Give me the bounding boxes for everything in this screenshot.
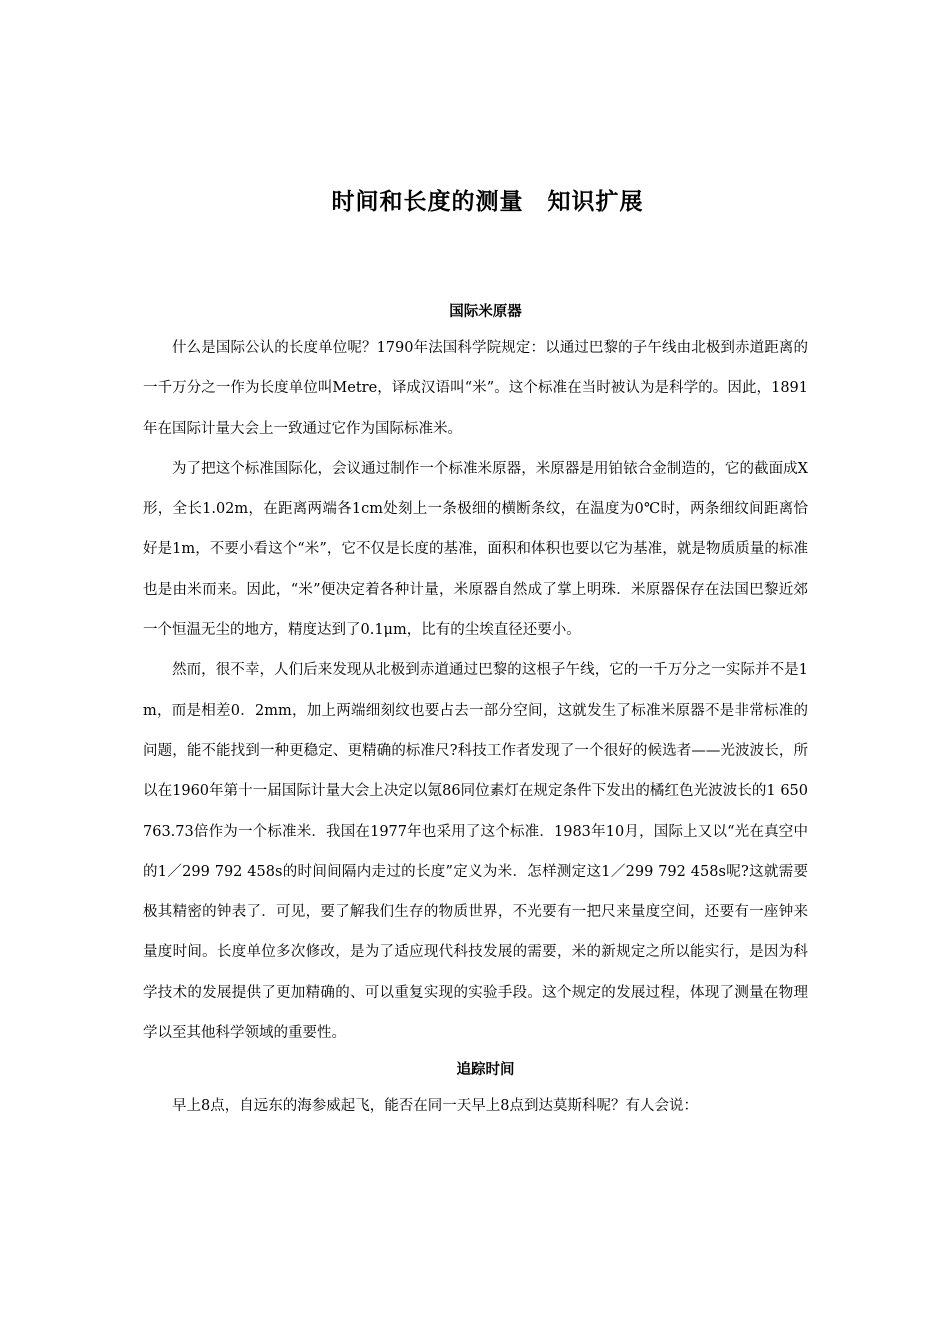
paragraph: 什么是国际公认的长度单位呢？1790年法国科学院规定：以通过巴黎的子午线由北极到赤道距离的一千万分之一作为长度单位叫Metre，译成汉语叫“米”。这个标准在当时被认为是科学的。因此，1891年在国际计量大会上一致通过它作为国际标准米。	[143, 340, 808, 437]
section-international-meter	[143, 296, 808, 1053]
paragraph: 然而，很不幸，人们后来发现从北极到赤道通过巴黎的这根子午线，它的一千万分之一实际并不是1m，而是相差0．2mm，加上两端细刻纹也要占去一部分空间，这就发生了标准米原器不是非常标准的问题，能不能找到一种更稳定、更精确的标准尺?科技工作者发现了一个很好的候选者——光波波长，所以在1960年第十一届国际计量大会上决定以氪86同位素灯在规定条件下发出的橘红色光波波长的1 650 763.73倍作为一个标准米．我国在1977年也采用了这个标准．1983年10月，国际上又以“光在真空中的1／299 792 458s的时间间隔内走过的长度”定义为米．怎样测定这1／299 792 458s呢?这就需要极其精密的钟表了．可见，要了解我们生存的物质世界，不光要有一把尺来量度空间，还要有一座钟来量度时间。长度单位多次修改，是为了适应现代科技发展的需要，米的新规定之所以能实行，是因为科学技术的发展提供了更加精确的、可以重复实现的实验手段。这个规定的发展过程，体现了测量在物理学以至其他科学领域的重要性。	[143, 662, 808, 1042]
paragraph: 早上8点，自远东的海参威起飞，能否在同一天早上8点到达莫斯科呢？有人会说：	[172, 1098, 698, 1115]
paragraph: 为了把这个标准国际化，会议通过制作一个标准米原器，米原器是用铂铱合金制造的，它的截面成X形，全长1.02m，在距离两端各1cm处刻上一条极细的横断条纹，在温度为0℃时，两条细纹间距离恰好是1m，不要小看这个“米”，它不仅是长度的基准，面积和体积也要以它为基准，就是物质质量的标准也是由米而来。因此，“米”便决定着各种计量，米原器自然成了掌上明珠．米原器保存在法国巴黎近郊一个恒温无尘的地方，精度达到了0.1μm，比有的尘埃直径还要小。	[143, 460, 808, 639]
document-body	[143, 296, 808, 1127]
section-heading: 国际米原器	[449, 304, 522, 320]
section-heading: 追踪时间	[456, 1062, 515, 1079]
document-title: 时间和长度的测量 知识扩展	[331, 189, 644, 215]
section-tracking-time	[143, 1054, 808, 1126]
